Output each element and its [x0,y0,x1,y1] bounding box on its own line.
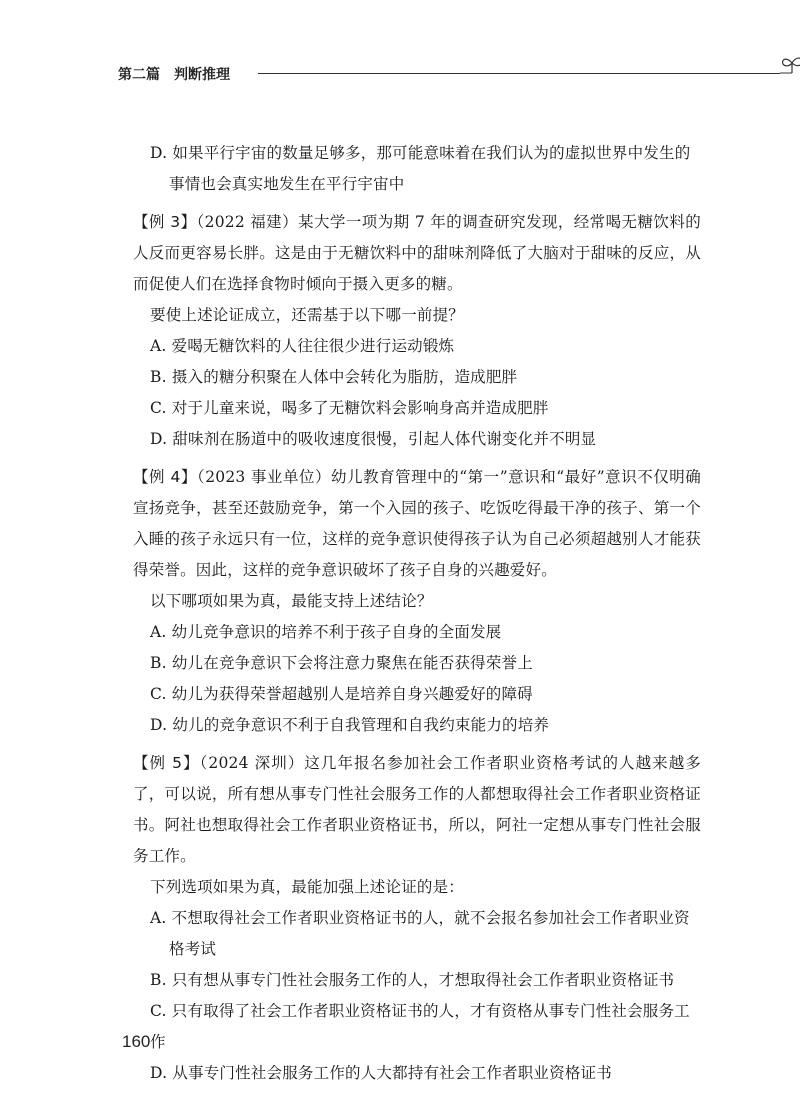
question-prompt: 以下哪项如果为真，最能支持上述结论？ [150,592,433,610]
stem-text: 这几年报名参加社会工作者职业资格考试的人越来越多了，可以说，所有想从事专门性社会服务工作的人都想取得社会工作者职业资格证书。阿社也想取得社会工作者职业资格证书，所以，阿社一定想从事专门性社会服务工作。 [133,754,701,865]
question-prompt: 要使上述论证成立，还需基于以下哪一前提？ [150,306,465,324]
option-a: A. 不想取得社会工作者职业资格证书的人，就不会报名参加社会工作者职业资格考试 [150,909,690,958]
option-c: C. 幼儿为获得荣誉超越别人是培养自身兴趣爱好的障碍 [150,685,533,703]
option-a: A. 幼儿竞争意识的培养不利于孩子自身的全面发展 [150,623,502,641]
option-b: B. 幼儿在竞争意识下会将注意力聚焦在能否获得荣誉上 [150,654,533,672]
running-header [118,62,698,90]
example-tag: 【例 3】 [133,213,197,231]
example-tag: 【例 5】 [133,754,200,772]
header-title [118,64,230,84]
option-b: B. 摄入的糖分积聚在人体中会转化为脂肪，造成肥胖 [150,368,518,386]
example-3 [133,207,701,455]
option-a: A. 爱喝无糖饮料的人往往很少进行运动锻炼 [150,337,455,355]
option-c: C. 对于儿童来说，喝多了无糖饮料会影响身高并造成肥胖 [150,399,549,417]
question-stem [133,748,701,872]
option-c: C. 只有取得了社会工作者职业资格证书的人，才有资格从事专门性社会服务工作 [150,1002,690,1051]
page-content [133,138,701,1089]
sprout-icon [772,54,800,78]
option-d-continued: D. 如果平行宇宙的数量足够多，那可能意味着在我们认为的虚拟世界中发生的事情也会真实地发生在平行宇宙中 [150,144,691,193]
header-part: 第二篇 [118,67,160,83]
option-d: D. 幼儿的竞争意识不利于自我管理和自我约束能力的培养 [150,716,550,734]
option-b: B. 只有想从事专门性社会服务工作的人，才想取得社会工作者职业资格证书 [150,971,675,989]
header-section-title: 判断推理 [174,67,230,83]
example-source: （2024 深圳） [199,754,305,772]
question-prompt: 下列选项如果为真，最能加强上述论证的是： [150,878,465,896]
page-number: 160 [122,1032,151,1051]
option-d: D. 甜味剂在肠道中的吸收速度很慢，引起人体代谢变化并不明显 [150,430,597,448]
option-d: D. 从事专门性社会服务工作的人大都持有社会工作者职业资格证书 [150,1064,612,1082]
example-4 [133,462,701,741]
example-tag: 【例 4】 [133,468,197,486]
question-stem [133,462,701,586]
example-5 [133,748,701,1089]
stem-text: 某大学一项为期 7 年的调查研究发现，经常喝无糖饮料的人反而更容易长胖。这是由于无糖饮料中的甜味剂降低了大脑对于甜味的反应，从而促使人们在选择食物时倾向于摄入更多的糖。 [133,213,701,293]
example-source: （2023 事业单位） [196,468,332,486]
stem-text: 幼儿教育管理中的“第一”意识和“最好”意识不仅明确宣扬竞争，甚至还鼓励竞争，第一个入园的孩子、吃饭吃得最干净的孩子、第一个入睡的孩子永远只有一位，这样的竞争意识使得孩子认为自己必须超越别人才能获得荣誉。因此，这样的竞争意识破坏了孩子自身的兴趣爱好。 [133,468,701,579]
header-rule [258,73,780,74]
example-source: （2022 福建） [196,213,299,231]
question-stem [133,207,701,300]
